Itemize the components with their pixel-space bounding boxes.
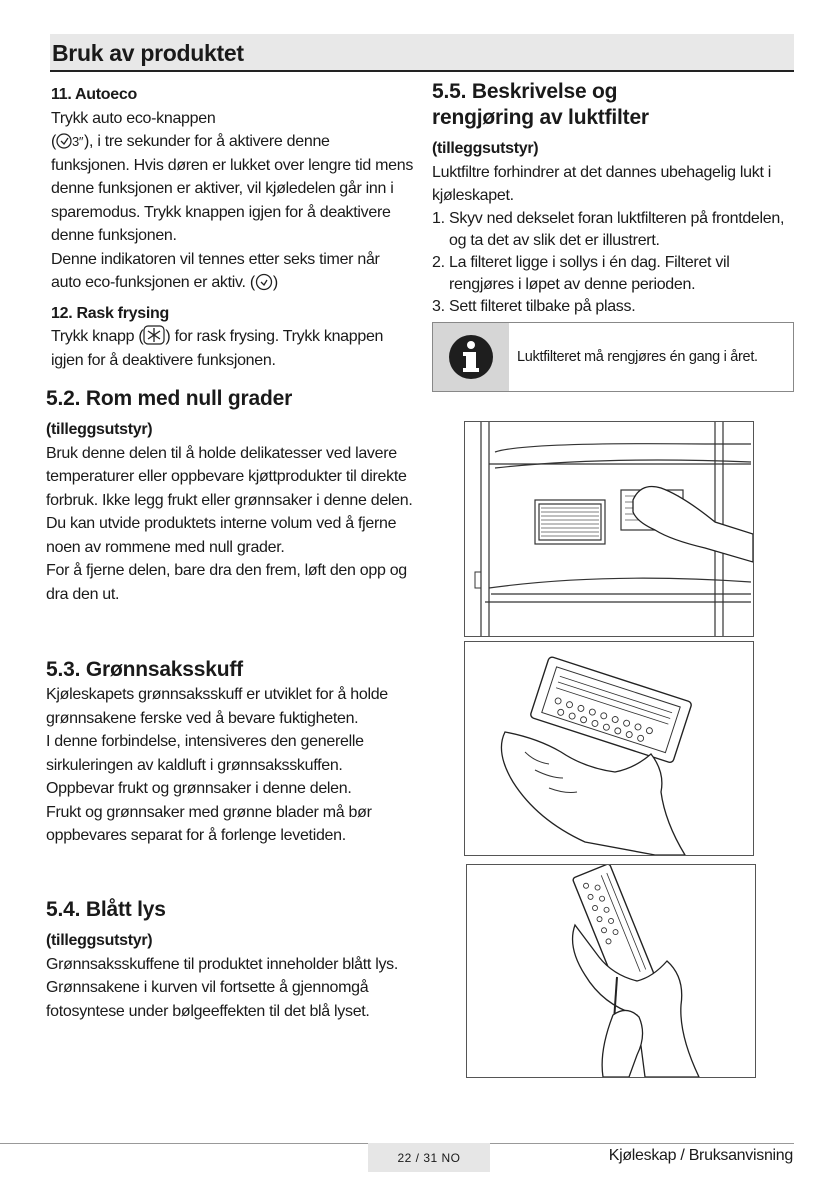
section-title: Bruk av produktet (52, 40, 244, 66)
rask-line-a: Trykk knapp ( ) for rask frysing. Trykk knappen (46, 325, 414, 349)
info-icon (447, 333, 495, 381)
section-5-4-sub: (tilleggsutstyr) (46, 932, 153, 949)
section-5-4 (46, 897, 414, 1023)
section-5-3 (46, 657, 414, 848)
step-item: 1. Skyv ned dekselet foran luktfilteren på frontdelen, og ta det av slik det er illustrert. (432, 209, 785, 249)
svg-text:3″: 3″ (72, 134, 84, 149)
snowflake-icon (143, 325, 165, 345)
section-5-2-title: 5.2. Rom med null grader (46, 387, 293, 410)
autoeco-heading: 11. Autoeco (51, 86, 137, 103)
fridge-filter-illustration (465, 422, 753, 636)
autoeco-body: funksjonen. Hvis døren er lukket over lengre tid mens denne funksjonen er aktiver, vil kjøledelen går inn i sparemodus. Trykk knappen igjen for å deaktivere denne funksjonen. (51, 156, 414, 244)
section-5-3-p2: I denne forbindelse, intensiveres den generelle sirkuleringen av kaldluft i grønnsaksskuffen. (46, 733, 364, 774)
step-list (432, 208, 794, 318)
info-note-text: Luktfilteret må rengjøres én gang i året. (517, 349, 758, 365)
section-5-5-title-b: rengjøring av luktfilter (432, 106, 649, 129)
eco-indicator-icon (255, 273, 273, 291)
auto-eco-icon (56, 132, 84, 150)
rask-line-c: igjen for å deaktivere funksjonen. (51, 351, 276, 369)
section-5-5-title-a: 5.5. Beskrivelse og (432, 80, 618, 103)
section-5-5-p1: Luktfiltre forhindrer at det dannes ubehagelig lukt i kjøleskapet. (432, 163, 771, 204)
figure-filter-brush (466, 864, 756, 1078)
autoeco-indicator-b: auto eco-funksjonen er aktiv. ( ) (51, 274, 278, 291)
section-5-5 (432, 79, 794, 318)
step-item: 2. La filteret ligge i sollys i én dag. Filteret vil rengjøres i løpet av denne perioden. (432, 253, 730, 293)
filter-hand-illustration (465, 642, 753, 855)
autoeco-section (46, 83, 414, 372)
section-5-3-title: 5.3. Grønnsaksskuff (46, 658, 243, 681)
section-5-2-p2: Du kan utvide produktets interne volum ved å fjerne noen av rommene med null grader. (46, 515, 397, 556)
step-item: 3. Sett filteret tilbake på plass. (432, 297, 636, 315)
page-number: 22 / 31 NO (368, 1143, 490, 1172)
section-5-2 (46, 386, 414, 606)
section-5-2-p3: For å fjerne delen, bare dra den frem, løft den opp og dra den ut. (46, 562, 407, 603)
autoeco-line2: ( 3″ ), i tre sekunder for å aktivere denne (51, 133, 330, 150)
info-note (432, 322, 794, 392)
filter-brush-illustration (467, 865, 755, 1077)
section-5-4-p1: Grønnsaksskuffene til produktet inneholder blått lys. Grønnsakene i kurven vil fortsette å gjennomgå fotosyntese under bølgeeffekten til det blå lyset. (46, 955, 398, 1020)
section-5-2-sub: (tilleggsutstyr) (46, 421, 153, 438)
autoeco-indicator-a: Denne indikatoren vil tennes etter seks timer når (51, 250, 380, 268)
info-note-iconbox (433, 323, 509, 391)
figure-filter-hand (464, 641, 754, 856)
section-5-4-title: 5.4. Blått lys (46, 898, 166, 921)
autoeco-line1: Trykk auto eco-knappen (51, 109, 216, 127)
footer-title: Kjøleskap / Bruksanvisning (608, 1147, 793, 1164)
section-5-3-p1: Kjøleskapets grønnsaksskuff er utviklet for å holde grønnsakene ferske ved å bevare fuktigheten. (46, 686, 388, 727)
figure-fridge-filter (464, 421, 754, 637)
section-header (50, 34, 794, 72)
section-5-3-p4: Frukt og grønnsaker med grønne blader må bør oppbevares separat for å forlenge levetiden. (46, 803, 372, 844)
section-5-5-sub: (tilleggsutstyr) (432, 140, 539, 157)
rask-heading: 12. Rask frysing (51, 304, 169, 322)
section-5-3-p3: Oppbevar frukt og grønnsaker i denne delen. (46, 780, 352, 797)
section-5-2-p1: Bruk denne delen til å holde delikatesser ved lavere temperaturer eller oppbevare kjøttprodukter til direkte forbruk. Ikke legg frukt eller grønnsaker i denne delen. (46, 444, 413, 509)
